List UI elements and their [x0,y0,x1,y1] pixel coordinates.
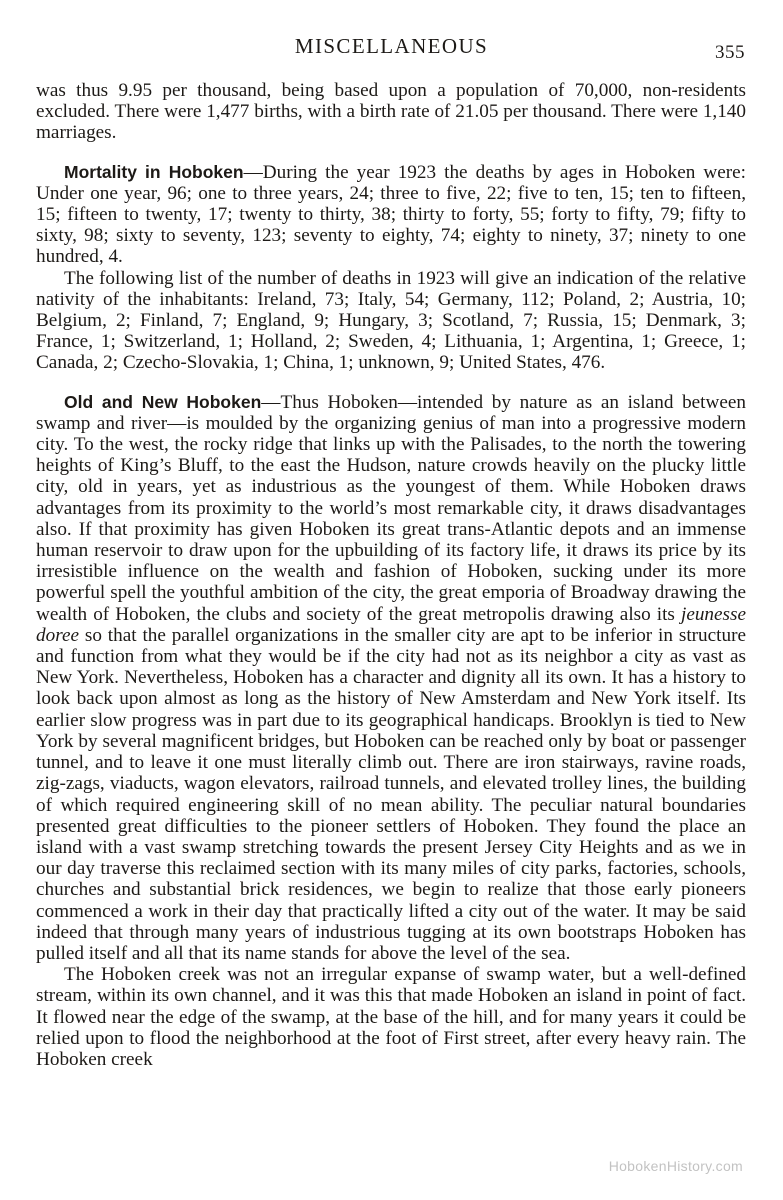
body-text [36,80,746,1070]
paragraph-continuation: was thus 9.95 per thousand, being based upon a population of 70,000, non-residents excluded. There were 1,477 births, with a birth rate of 21.05 per thousand. There were 1,140 marriages. [36,80,746,144]
run-in-heading-mortality: Mortality in Hoboken [64,161,244,182]
paragraph-old-and-new [36,392,746,964]
paragraph-old-and-new-text-b: so that the parallel organizations in the smaller city are apt to be inferior in structure and function from what they would be if the city had not as its neighbor a city as vast as New York. Nevertheless, Hoboken has a character and dignity all its own. It has a history to look back upon almost as long as the history of New Amsterdam and New York itself. Its earlier slow progress was in part due to its geographical handicaps. Brooklyn is tied to New York by several magnificent bridges, but Hoboken can be reached only by boat or passenger tunnel, and to leave it one must literally climb out. There are iron stairways, ravine roads, zig-zags, viaducts, wagon elevators, railroad tunnels, and elevated trolley lines, the building of which required engineering skill of no mean ability. The peculiar natural boundaries presented great difficulties to the pioneer settlers of Hoboken. They found the place an island with a vast swamp stretching towards the present Jersey City Heights and as we in our day traverse this reclaimed section with its many miles of city parks, factories, schools, churches and substantial brick residences, we begin to realize that those early pioneers commenced a work in their day that practically lifted a city out of the water. It may be said indeed that through many years of industrious tugging at its own bootstraps Hoboken has pulled itself and all that its name stands for above the level of the sea. [36,624,746,964]
paragraph-hoboken-creek: The Hoboken creek was not an irregular expanse of swamp water, but a well-defined stream, within its own channel, and it was this that made Hoboken an island in point of fact. It flowed near the edge of the swamp, at the base of the hill, and for many years it could be relied upon to flood the neighborhood at the foot of First street, after every heavy rain. The Hoboken creek [36,964,746,1070]
running-title: MISCELLANEOUS [294,34,489,58]
italic-phrase: jeunesse doree [36,603,746,646]
page-number: 355 [715,42,745,63]
paragraph-nativity: The following list of the number of deaths in 1923 will give an indication of the relative nativity of the inhabitants: Ireland, 73; Italy, 54; Germany, 112; Poland, 2; Austria, 10; Belgium, 2; Finland, 7; England, 9; Hungary, 3; Scotland, 7; Russia, 15; Denmark, 3; France, 1; Switzerland, 1; Holland, 2; Sweden, 4; Lithuania, 1; Argentina, 1; Greece, 1; Canada, 2; Czecho-Slovakia, 1; China, 1; unknown, 9; United States, 476. [36,267,746,374]
running-header [0,34,783,64]
watermark: HobokenHistory.com [608,1158,743,1174]
paragraph-mortality [36,162,746,268]
paragraph-mortality-text: —During the year 1923 the deaths by ages in Hoboken were: Under one year, 96; one to three years, 24; three to five, 22; five to ten, 15; ten to fifteen, 15; fifteen to twenty, 17; twenty to thirty, 38; thirty to forty, 55; forty to fifty, 79; fifty to sixty, 98; sixty to seventy, 123; seventy to eighty, 74; eighty to ninety, 37; ninety to one hundred, 4. [36,161,746,268]
paragraph-old-and-new-text-a: —Thus Hoboken—intended by nature as an island between swamp and river—is moulded by the organizing genius of man into a progressive modern city. To the west, the rocky ridge that links up with the Palisades, to the north the towering heights of King’s Bluff, to the east the Hudson, nature crowds heavily on the plucky little city, old in years, yet as industrious as the youngest of them. While Hoboken draws advantages from its proximity to the world’s most remarkable city, it draws disadvantages also. If that proximity has given Hoboken its great trans-Atlantic depots and an immense human reservoir to draw upon for the upbuilding of its factory life, it draws its price by its irresistible influence on the wealth and fashion of Hoboken, sucking under its more powerful spell the youthful ambition of the city, the great emporia of Broadway drawing the wealth of Hoboken, the clubs and society of the great metropolis drawing also its [36,391,746,625]
run-in-heading-old-and-new: Old and New Hoboken [64,391,262,412]
